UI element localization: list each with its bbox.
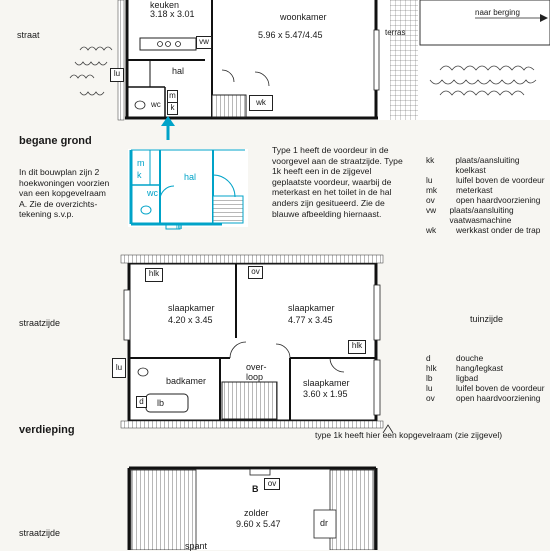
first-floor-heading: verdieping bbox=[19, 424, 75, 436]
legend-text: werkkast onder de trap bbox=[456, 225, 541, 235]
legend-code: kk bbox=[426, 155, 435, 165]
fireplace-marker-ff: ov bbox=[248, 266, 263, 279]
legend-row bbox=[426, 363, 550, 373]
legend-text: open haardvoorziening bbox=[456, 393, 541, 403]
bedroom-1-label: slaapkamer bbox=[168, 303, 215, 313]
bedroom-3-label: slaapkamer bbox=[303, 378, 350, 388]
legend-text: luifel boven de voordeur bbox=[456, 383, 545, 393]
side-window-note: type 1k heeft hier een kopgevelraam (zie zijgevel) bbox=[315, 430, 503, 440]
legend-row bbox=[426, 175, 550, 185]
garden-side-label: tuinzijde bbox=[470, 314, 504, 324]
legend-code: wk bbox=[426, 225, 437, 235]
inset-lu-label: lu bbox=[176, 222, 183, 231]
legend-row bbox=[426, 373, 550, 383]
living-label: woonkamer bbox=[280, 12, 327, 22]
legend-row bbox=[426, 353, 550, 363]
shower-marker: d bbox=[136, 396, 147, 408]
inset-k-label: k bbox=[137, 170, 142, 180]
legend-code: lb bbox=[426, 373, 433, 383]
dishwasher-marker: vw bbox=[196, 36, 212, 49]
inset-hal-label: hal bbox=[184, 172, 197, 182]
legend-row bbox=[426, 383, 550, 393]
wardrobe-marker-2: hlk bbox=[348, 340, 366, 354]
truss-label: spant bbox=[185, 541, 208, 551]
bathroom-label: badkamer bbox=[166, 376, 207, 386]
meter-marker-m: m bbox=[167, 90, 178, 103]
legend-row bbox=[426, 205, 550, 225]
to-shed-label: naar berging bbox=[475, 8, 520, 17]
terrace-label: terras bbox=[385, 28, 406, 37]
legend-code: d bbox=[426, 353, 431, 363]
legend-text: open haardvoorziening bbox=[456, 195, 541, 205]
bedroom-2-label: slaapkamer bbox=[288, 303, 335, 313]
canopy-marker: lu bbox=[110, 68, 124, 82]
hal-label: hal bbox=[172, 66, 185, 76]
fireplace-marker-attic: ov bbox=[264, 478, 280, 490]
first-floor-street-side: straatzijde bbox=[19, 318, 61, 328]
legend-code: ov bbox=[426, 195, 435, 205]
intro-note: In dit bouwplan zijn 2 hoekwoningen voorzien van een kopgevelraam A. Zie de overzichts-tekening s.v.p. bbox=[19, 167, 110, 220]
inset-m-label: m bbox=[137, 158, 145, 168]
kitchen-size: 3.18 x 3.01 bbox=[150, 9, 195, 19]
landing-label: over-loop bbox=[246, 362, 267, 382]
legend-code: hlk bbox=[426, 363, 437, 373]
bedroom-2-size: 4.77 x 3.45 bbox=[288, 315, 333, 325]
legend-text: meterkast bbox=[456, 185, 493, 195]
bedroom-1-size: 4.20 x 3.45 bbox=[168, 315, 213, 325]
meter-marker-k: k bbox=[167, 102, 178, 115]
legend-code: mk bbox=[426, 185, 438, 195]
legend-code: lu bbox=[426, 175, 433, 185]
work-cupboard-marker: wk bbox=[249, 95, 273, 111]
kitchen-label: keuken bbox=[150, 0, 180, 10]
section-mark-b: B bbox=[252, 484, 259, 494]
legend-row bbox=[426, 225, 550, 235]
legend-text: plaats/aansluiting vaatwasmachine bbox=[449, 205, 514, 225]
legend-text: hang/legkast bbox=[456, 363, 504, 373]
type-1k-inset bbox=[128, 149, 248, 229]
living-size: 5.96 x 5.47/4.45 bbox=[258, 30, 323, 40]
legend-row bbox=[426, 185, 550, 195]
attic-label: zolder bbox=[244, 508, 269, 518]
dryer-marker: dr bbox=[320, 518, 329, 528]
ground-floor-heading: begane grond bbox=[19, 135, 92, 147]
inset-wc-label: wc bbox=[147, 188, 158, 198]
legend-text: douche bbox=[456, 353, 484, 363]
canopy-marker-ff: lu bbox=[112, 358, 126, 378]
bath-marker: lb bbox=[157, 398, 165, 408]
legend-text: plaats/aansluiting koelkast bbox=[455, 155, 520, 175]
bedroom-3-size: 3.60 x 1.95 bbox=[303, 389, 348, 399]
legend-text: ligbad bbox=[456, 373, 479, 383]
ground-floor-legend bbox=[426, 155, 550, 235]
attic-street-side: straatzijde bbox=[19, 528, 61, 538]
legend-code: vw bbox=[426, 205, 437, 215]
attic-size: 9.60 x 5.47 bbox=[236, 519, 281, 529]
legend-row bbox=[426, 195, 550, 205]
legend-row bbox=[426, 155, 550, 175]
wardrobe-marker-1: hlk bbox=[145, 268, 163, 282]
legend-text: luifel boven de voordeur bbox=[456, 175, 545, 185]
wc-label: wc bbox=[151, 100, 161, 109]
legend-code: lu bbox=[426, 383, 433, 393]
first-floor-legend bbox=[426, 353, 550, 403]
legend-code: ov bbox=[426, 393, 435, 403]
type-note: Type 1 heeft de voordeur in de voorgevel aan de straatzijde. Type 1k heeft een in de zijgevel geplaatste voordeur, waarbij de meterkast en het toilet in de hal anders zijn gesitueerd. Zie de blauwe afbeelding hiernaast. bbox=[272, 145, 403, 219]
street-label: straat bbox=[17, 30, 40, 40]
legend-row bbox=[426, 393, 550, 403]
